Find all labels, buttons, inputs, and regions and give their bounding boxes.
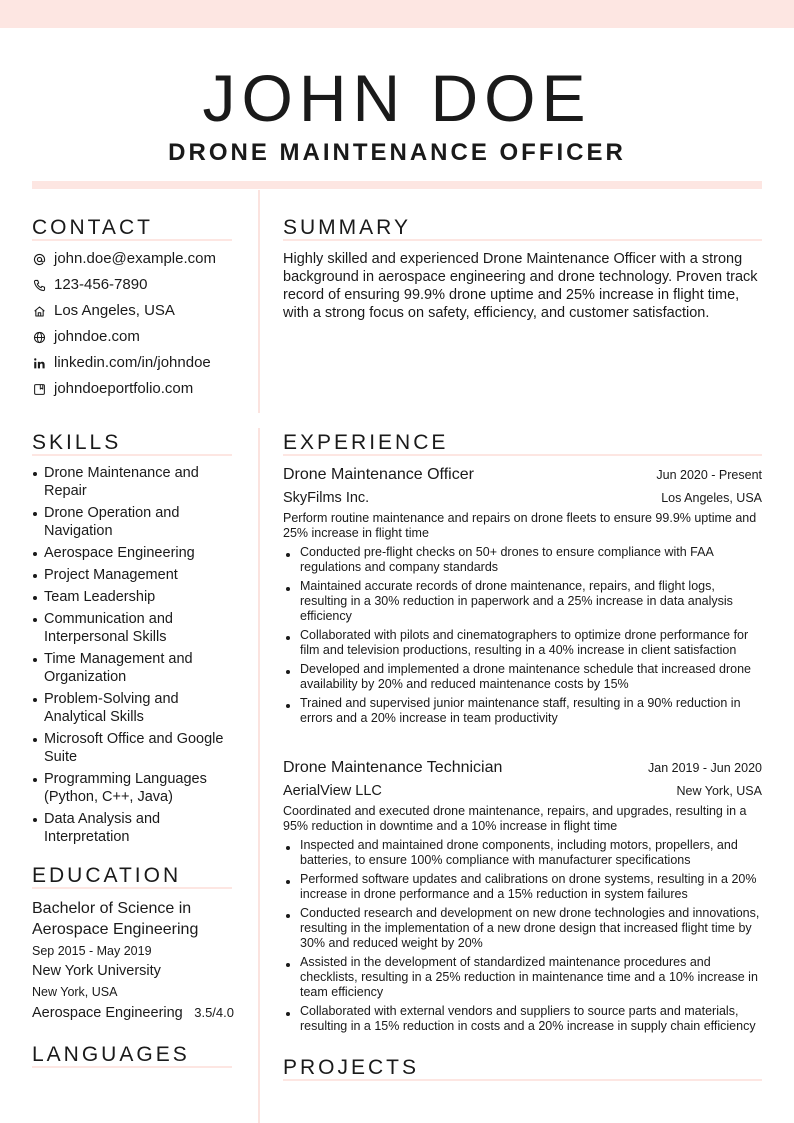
skills-heading-rule <box>32 454 232 456</box>
skill-item: Team Leadership <box>32 588 232 606</box>
languages-heading: LANGUAGES <box>32 1043 190 1066</box>
summary-heading-rule <box>283 239 762 241</box>
summary-text: Highly skilled and experienced Drone Maintenance Officer with a strong background in aerospace engineering and drone technology. Proven track record of ensuring 99.9% drone uptime and 25% increase in flight time, with a strong focus on safety, efficiency, and customer satisfaction. <box>283 251 758 321</box>
job-bullet: Conducted pre-flight checks on 50+ drones to ensure compliance with FAA regulations and company standards <box>283 545 762 575</box>
education-heading-rule <box>32 887 232 889</box>
education-gpa: 3.5/4.0 <box>194 1005 234 1020</box>
education-degree: Bachelor of Science in Aerospace Engineering <box>32 900 199 938</box>
phone-icon <box>32 278 46 292</box>
skill-item: Programming Languages (Python, C++, Java) <box>32 770 232 806</box>
portfolio-icon <box>32 382 46 396</box>
job-title: Drone Maintenance Technician <box>283 759 503 776</box>
job-bullet: Assisted in the development of standardized maintenance procedures and checklists, resulting in a 25% reduction in maintenance time and a 10% increase in team efficiency <box>283 955 762 1000</box>
job-title: Drone Maintenance Officer <box>283 466 474 483</box>
candidate-name: JOHN DOE <box>202 61 592 135</box>
contact-phone[interactable]: 123-456-7890 <box>32 275 147 295</box>
header-divider <box>32 181 762 189</box>
job-dates: Jan 2019 - Jun 2020 <box>648 761 762 775</box>
job-bullet: Collaborated with pilots and cinematographers to optimize drone performance for film and television productions, resulting in a 40% increase in client satisfaction <box>283 628 762 658</box>
skill-item: Problem-Solving and Analytical Skills <box>32 690 232 726</box>
column-divider-bottom <box>258 428 260 1123</box>
education-location: New York, USA <box>32 985 118 999</box>
education-heading: EDUCATION <box>32 864 182 887</box>
linkedin-icon <box>32 356 46 370</box>
job-2-bullets <box>283 838 762 1038</box>
projects-heading: PROJECTS <box>283 1056 420 1079</box>
skill-item: Project Management <box>32 566 232 584</box>
contact-linkedin[interactable]: linkedin.com/in/johndoe <box>32 353 211 373</box>
column-divider-top <box>258 190 260 413</box>
top-accent-bar <box>0 0 794 28</box>
job-1-company-row <box>283 489 762 507</box>
contact-portfolio[interactable]: johndoeportfolio.com <box>32 379 193 399</box>
job-dates: Jun 2020 - Present <box>656 468 762 482</box>
contact-email[interactable]: john.doe@example.com <box>32 249 216 269</box>
contact-website[interactable]: johndoe.com <box>32 327 140 347</box>
education-field-row <box>32 1004 234 1022</box>
skills-heading: SKILLS <box>32 431 122 454</box>
contact-heading: CONTACT <box>32 216 153 239</box>
skill-item: Drone Operation and Navigation <box>32 504 232 540</box>
job-1-bullets <box>283 545 762 730</box>
job-bullet: Trained and supervised junior maintenance staff, resulting in a 90% reduction in errors and a 20% increase in team productivity <box>283 696 762 726</box>
job-2-company-row <box>283 782 762 800</box>
skill-item: Communication and Interpersonal Skills <box>32 610 232 646</box>
skill-item: Aerospace Engineering <box>32 544 232 562</box>
languages-heading-rule <box>32 1066 232 1068</box>
job-location: New York, USA <box>676 784 762 798</box>
globe-icon <box>32 330 46 344</box>
skill-item: Drone Maintenance and Repair <box>32 464 232 500</box>
job-bullet: Inspected and maintained drone components, including motors, propellers, and batteries, to ensure 100% compliance with manufacturer specifications <box>283 838 762 868</box>
contact-location: Los Angeles, USA <box>32 301 175 321</box>
education-field: Aerospace Engineering <box>32 1005 183 1021</box>
skill-item: Data Analysis and Interpretation <box>32 810 232 846</box>
skills-list <box>32 464 232 850</box>
job-bullet: Performed software updates and calibrations on drone systems, resulting in a 20% increase in drone performance and a 15% reduction in system failures <box>283 872 762 902</box>
job-company: SkyFilms Inc. <box>283 490 370 506</box>
job-bullet: Maintained accurate records of drone maintenance, repairs, and flight logs, resulting in a 30% reduction in paperwork and a 25% increase in data analysis efficiency <box>283 579 762 624</box>
job-1-header <box>283 465 762 485</box>
home-icon <box>32 304 46 318</box>
job-bullet: Developed and implemented a drone maintenance schedule that increased drone availability by 20% and reduced maintenance costs by 15% <box>283 662 762 692</box>
job-2-header <box>283 758 762 778</box>
contact-heading-rule <box>32 239 232 241</box>
skill-item: Microsoft Office and Google Suite <box>32 730 232 766</box>
education-dates: Sep 2015 - May 2019 <box>32 944 152 958</box>
job-bullet: Conducted research and development on new drone technologies and innovations, resulting in the implementation of a new drone design that increased flight time by 30% and reduced weight by 20% <box>283 906 762 951</box>
summary-heading: SUMMARY <box>283 216 411 239</box>
skill-item: Time Management and Organization <box>32 650 232 686</box>
projects-heading-rule <box>283 1079 762 1081</box>
job-description: Perform routine maintenance and repairs on drone fleets to ensure 99.9% uptime and 25% increase in flight time <box>283 511 757 540</box>
job-bullet: Collaborated with external vendors and suppliers to source parts and materials, resulting in a 15% reduction in costs and a 20% increase in supply chain efficiency <box>283 1004 762 1034</box>
job-company: AerialView LLC <box>283 783 382 799</box>
experience-heading-rule <box>283 454 762 456</box>
job-title-heading: DRONE MAINTENANCE OFFICER <box>168 139 626 166</box>
experience-heading: EXPERIENCE <box>283 431 449 454</box>
education-school: New York University <box>32 963 161 979</box>
job-description: Coordinated and executed drone maintenance, repairs, and upgrades, resulting in a 95% reduction in downtime and a 10% increase in flight time <box>283 804 747 833</box>
at-icon <box>32 252 46 266</box>
job-location: Los Angeles, USA <box>661 491 762 505</box>
